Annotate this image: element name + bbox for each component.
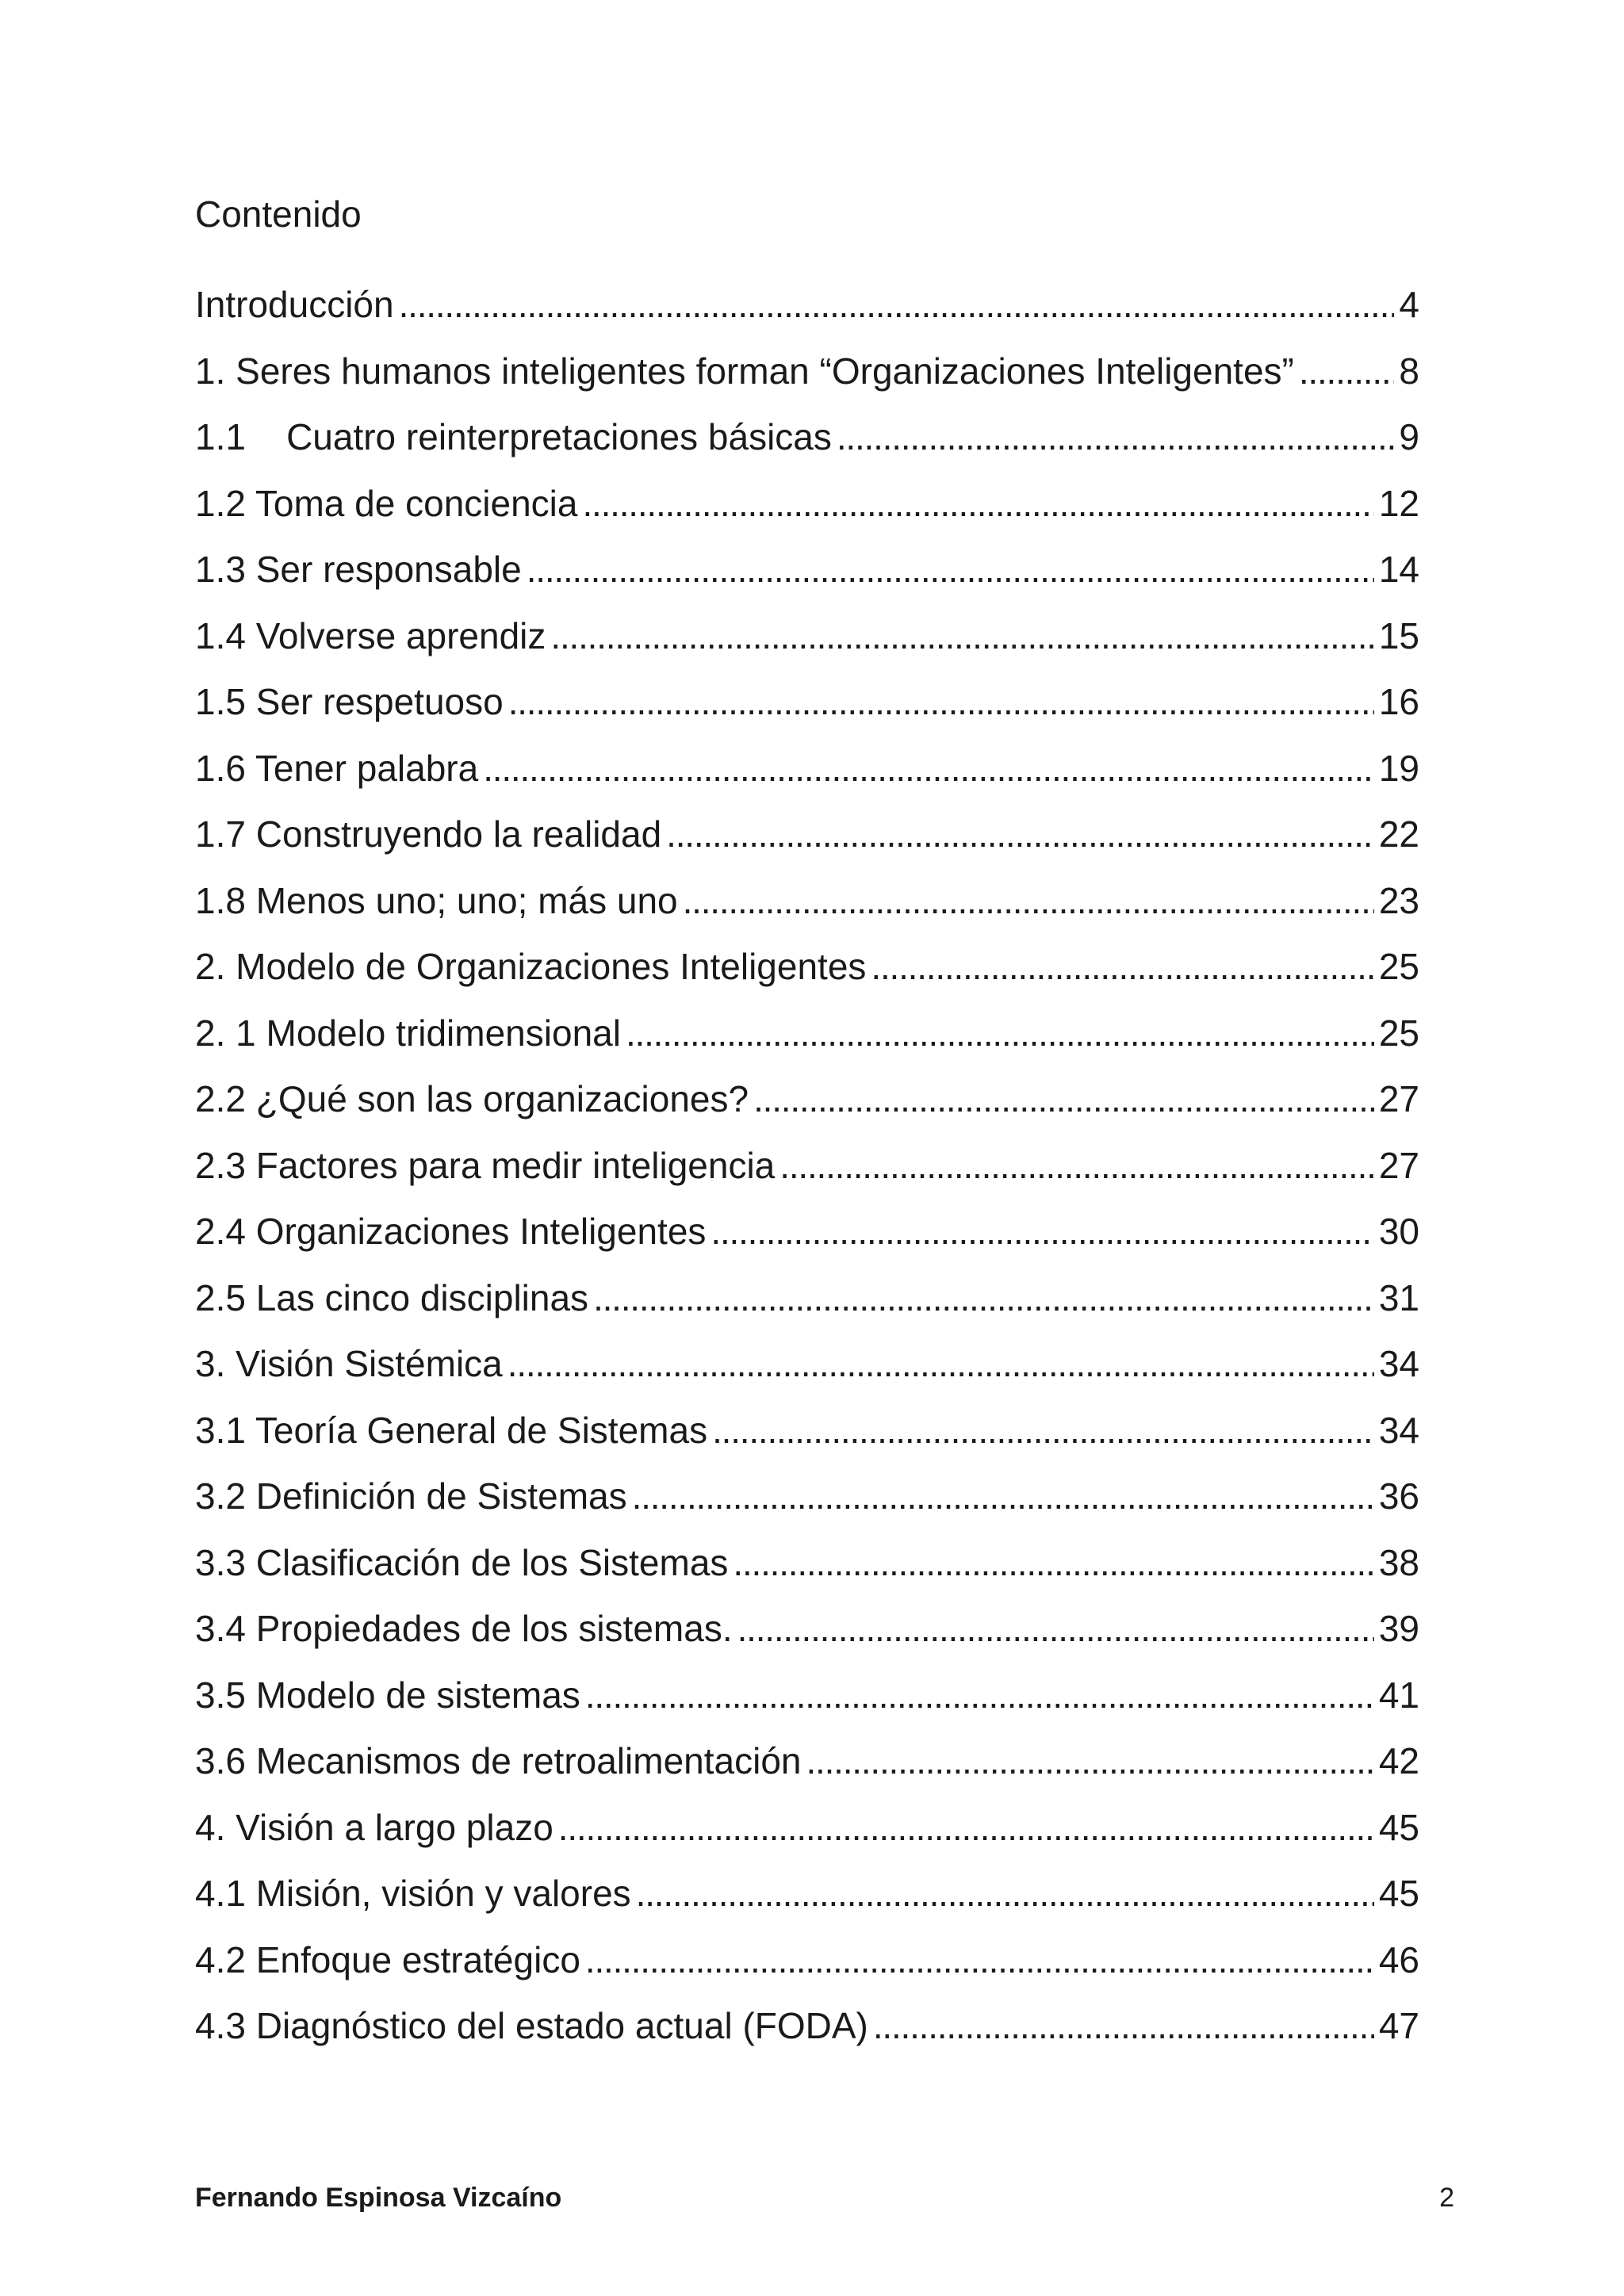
- table-of-contents: [195, 281, 1419, 2068]
- toc-entry[interactable]: [195, 810, 1419, 877]
- toc-entry[interactable]: [195, 1472, 1419, 1539]
- toc-dot-leader: [527, 545, 1374, 593]
- toc-dot-leader: [626, 1009, 1374, 1057]
- toc-dot-leader: [508, 1340, 1374, 1387]
- toc-entry[interactable]: [195, 2002, 1419, 2068]
- footer-author: Fernando Espinosa Vizcaíno: [195, 2183, 562, 2213]
- toc-entry-title: Introducción: [195, 284, 394, 325]
- toc-entry[interactable]: [195, 1737, 1419, 1804]
- toc-entry-page-number: 23: [1378, 879, 1419, 921]
- toc-entry[interactable]: [195, 545, 1419, 612]
- toc-entry-page-number: 8: [1399, 350, 1419, 392]
- toc-entry-page-number: 27: [1378, 1144, 1419, 1186]
- toc-dot-leader: [806, 1737, 1373, 1785]
- toc-entry[interactable]: [195, 1406, 1419, 1473]
- toc-entry-title: 3.3 Clasificación de los Sistemas: [195, 1541, 729, 1583]
- toc-entry-title: 2.2 ¿Qué son las organizaciones?: [195, 1078, 749, 1119]
- toc-entry-title: 1.1 Cuatro reinterpretaciones básicas: [195, 416, 832, 457]
- toc-entry-page-number: 42: [1378, 1740, 1419, 1781]
- toc-entry-title: 1.7 Construyendo la realidad: [195, 813, 662, 855]
- toc-entry-title: 1.8 Menos uno; uno; más uno: [195, 879, 678, 921]
- toc-dot-leader: [873, 2002, 1374, 2049]
- toc-entry-page-number: 30: [1378, 1211, 1419, 1252]
- toc-entry[interactable]: [195, 1804, 1419, 1870]
- toc-entry[interactable]: [195, 1340, 1419, 1406]
- toc-entry-title: 2. Modelo de Organizaciones Inteligentes: [195, 946, 867, 987]
- toc-dot-leader: [733, 1539, 1373, 1586]
- toc-entry[interactable]: [195, 1274, 1419, 1341]
- toc-dot-leader: [837, 413, 1395, 461]
- toc-entry-title: 3.5 Modelo de sistemas: [195, 1674, 580, 1716]
- toc-entry[interactable]: [195, 943, 1419, 1009]
- toc-entry-page-number: 12: [1378, 482, 1419, 524]
- toc-entry-page-number: 45: [1378, 1873, 1419, 1914]
- toc-entry[interactable]: [195, 612, 1419, 679]
- toc-entry-title: 1.5 Ser respetuoso: [195, 681, 504, 722]
- toc-entry-title: 1. Seres humanos inteligentes forman “Organizaciones Inteligentes”: [195, 350, 1294, 392]
- toc-entry-title: 4.1 Misión, visión y valores: [195, 1873, 631, 1914]
- toc-entry[interactable]: [195, 744, 1419, 811]
- toc-entry-page-number: 27: [1378, 1078, 1419, 1119]
- toc-entry-title: 2.3 Factores para medir inteligencia: [195, 1144, 776, 1186]
- toc-entry-page-number: 25: [1378, 946, 1419, 987]
- toc-heading: Contenido: [195, 193, 362, 235]
- toc-entry-page-number: 9: [1399, 416, 1419, 457]
- toc-entry-page-number: 34: [1378, 1343, 1419, 1384]
- toc-dot-leader: [585, 1671, 1374, 1719]
- toc-entry[interactable]: [195, 480, 1419, 546]
- toc-entry-page-number: 19: [1378, 747, 1419, 789]
- toc-dot-leader: [593, 1274, 1374, 1322]
- toc-entry-title: 3.6 Mecanismos de retroalimentación: [195, 1740, 802, 1781]
- toc-entry-title: 1.6 Tener palabra: [195, 747, 479, 789]
- toc-dot-leader: [399, 281, 1395, 328]
- toc-entry-title: 4.3 Diagnóstico del estado actual (FODA): [195, 2005, 868, 2046]
- toc-entry-page-number: 39: [1378, 1608, 1419, 1649]
- toc-entry-page-number: 16: [1378, 681, 1419, 722]
- toc-dot-leader: [710, 1207, 1373, 1255]
- toc-dot-leader: [683, 877, 1374, 924]
- toc-dot-leader: [666, 810, 1374, 858]
- toc-dot-leader: [483, 744, 1374, 792]
- toc-dot-leader: [753, 1075, 1374, 1123]
- toc-entry[interactable]: [195, 281, 1419, 347]
- toc-entry-title: 4. Visión a largo plazo: [195, 1806, 553, 1848]
- toc-entry[interactable]: [195, 877, 1419, 943]
- toc-entry-page-number: 41: [1378, 1674, 1419, 1716]
- toc-entry-title: 1.4 Volverse aprendiz: [195, 614, 546, 656]
- toc-dot-leader: [636, 1869, 1374, 1917]
- toc-entry-page-number: 25: [1378, 1012, 1419, 1054]
- toc-entry-title: 4.2 Enfoque estratégico: [195, 1938, 580, 1980]
- toc-entry-title: 3. Visión Sistémica: [195, 1343, 503, 1384]
- toc-dot-leader: [871, 943, 1373, 990]
- toc-entry-page-number: 36: [1378, 1475, 1419, 1517]
- toc-entry-page-number: 4: [1399, 284, 1419, 325]
- toc-dot-leader: [585, 1936, 1374, 1984]
- toc-entry[interactable]: [195, 1869, 1419, 1936]
- footer-page-number: 2: [1439, 2183, 1454, 2213]
- toc-entry-title: 3.1 Teoría General de Sistemas: [195, 1409, 708, 1451]
- toc-entry[interactable]: [195, 1207, 1419, 1274]
- toc-entry[interactable]: [195, 1009, 1419, 1076]
- toc-entry-title: 2.5 Las cinco disciplinas: [195, 1276, 589, 1318]
- toc-entry[interactable]: [195, 1671, 1419, 1738]
- toc-entry-title: 1.3 Ser responsable: [195, 549, 522, 590]
- toc-dot-leader: [1299, 347, 1395, 395]
- toc-dot-leader: [712, 1406, 1374, 1454]
- toc-entry-page-number: 47: [1378, 2005, 1419, 2046]
- toc-dot-leader: [779, 1142, 1374, 1189]
- toc-entry-page-number: 14: [1378, 549, 1419, 590]
- toc-dot-leader: [632, 1472, 1374, 1520]
- toc-entry[interactable]: [195, 1605, 1419, 1671]
- toc-entry-page-number: 46: [1378, 1938, 1419, 1980]
- toc-dot-leader: [737, 1605, 1374, 1652]
- toc-entry[interactable]: [195, 413, 1419, 480]
- toc-entry-page-number: 22: [1378, 813, 1419, 855]
- toc-entry[interactable]: [195, 1075, 1419, 1142]
- toc-entry[interactable]: [195, 1539, 1419, 1605]
- toc-dot-leader: [558, 1804, 1374, 1851]
- toc-entry-title: 3.4 Propiedades de los sistemas.: [195, 1608, 733, 1649]
- toc-entry-page-number: 38: [1378, 1541, 1419, 1583]
- toc-entry-page-number: 45: [1378, 1806, 1419, 1848]
- toc-entry-page-number: 31: [1378, 1276, 1419, 1318]
- toc-dot-leader: [508, 678, 1374, 725]
- toc-dot-leader: [582, 480, 1373, 527]
- toc-entry-page-number: 15: [1378, 614, 1419, 656]
- toc-entry[interactable]: [195, 1142, 1419, 1208]
- toc-entry[interactable]: [195, 1936, 1419, 2003]
- toc-entry-title: 1.2 Toma de conciencia: [195, 482, 578, 524]
- toc-entry-title: 2. 1 Modelo tridimensional: [195, 1012, 621, 1054]
- toc-dot-leader: [550, 612, 1373, 660]
- toc-entry-title: 2.4 Organizaciones Inteligentes: [195, 1211, 707, 1252]
- toc-entry-page-number: 34: [1378, 1409, 1419, 1451]
- toc-entry[interactable]: [195, 678, 1419, 744]
- toc-entry-title: 3.2 Definición de Sistemas: [195, 1475, 627, 1517]
- toc-entry[interactable]: [195, 347, 1419, 414]
